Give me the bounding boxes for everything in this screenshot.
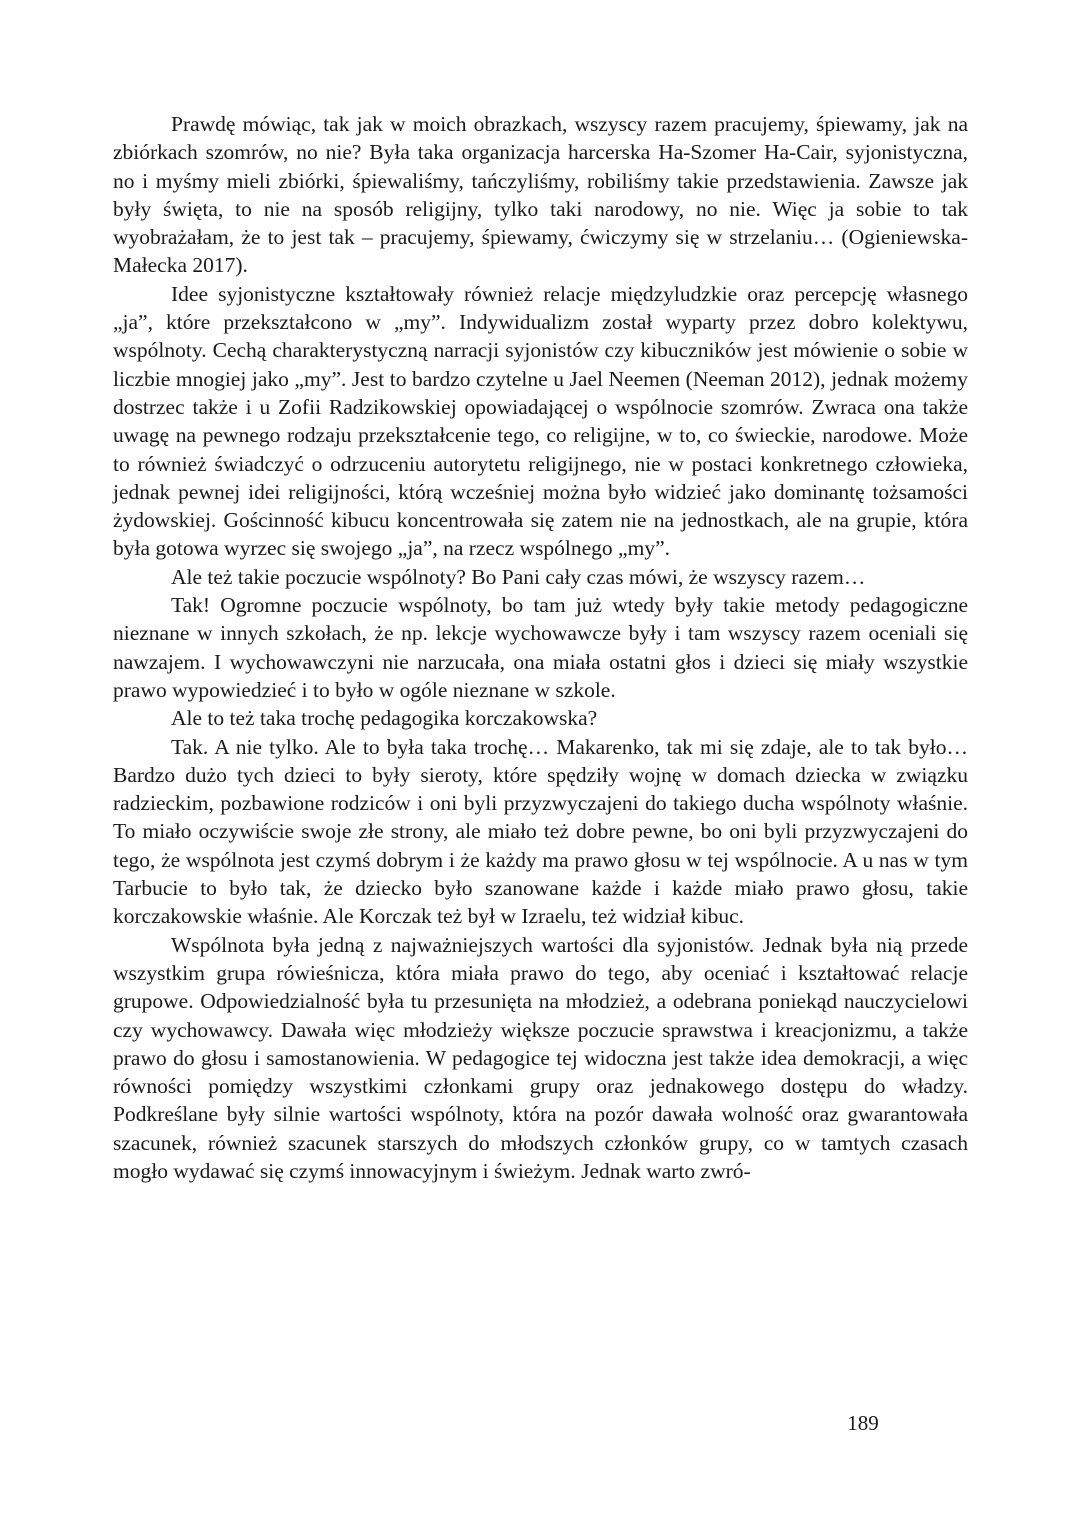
paragraph-interview-question-1: Ale też takie poczucie wspólnoty? Bo Pani cały czas mówi, że wszyscy razem… — [171, 564, 866, 589]
page-body — [113, 110, 968, 1185]
paragraph-interview-answer-1: Tak! Ogromne poczucie wspólnoty, bo tam już wtedy były takie metody pedagogiczne nieznane w innych szkołach, że np. lekcje wychowawcze były i tam wszyscy razem oceniali się nawzajem. I wychowawczyni nie narzucała, ona miała ostatni głos i dzieci się miały wszystkie prawo wypowiedzieć i to było w ogóle nieznane w szkole. — [113, 593, 968, 702]
paragraph-community-analysis: Wspólnota była jedną z najważniejszych wartości dla syjonistów. Jednak była nią przede wszystkim grupa rówieśnicza, która miała prawo do tego, aby oceniać i kształtować relacje grupowe. Odpowiedzialność była tu przesunięta na młodzież, a odebrana poniekąd nauczycielowi czy wychowawcy. Dawała więc młodzieży większe poczucie sprawstwa i kreacjonizmu, a także prawo do głosu i samostanowienia. W pedagogice tej widoczna jest także idea demokracji, a więc równości pomiędzy wszystkimi członkami grupy oraz jednakowego dostępu do władzy. Podkreślane były silnie wartości wspólnoty, która na pozór dawała wolność oraz gwarantowała szacunek, również szacunek starszych do młodszych członków grupy, co w tamtych czasach mogło wydawać się czymś innowacyjnym i świeżym. Jednak warto zwró- — [113, 932, 968, 1183]
paragraph-zionist-ideas: Idee syjonistyczne kształtowały również relacje międzyludzkie oraz percepcję własnego „ja”, które przekształcono w „my”. Indywidualizm został wyparty przez dobro kolektywu, wspólnoty. Cechą charakterystyczną narracji syjonistów czy kibuczników jest mówienie o sobie w liczbie mnogiej jako „my”. Jest to bardzo czytelne u Jael Neemen (Neeman 2012), jednak możemy dostrzec także i u Zofii Radzikowskiej opowiadającej o wspólnocie szomrów. Zwraca ona także uwagę na pewnego rodzaju przekształcenie tego, co religijne, w to, co świeckie, narodowe. Może to również świadczyć o odrzuceniu autorytetu religijnego, nie w postaci konkretnego człowieka, jednak pewnej idei religijności, którą wcześniej można było widzieć jako dominantę tożsamości żydowskiej. Gościnność kibucu koncentrowała się zatem nie na jednostkach, ale na grupie, która była gotowa wyrzec się swojego „ja”, na rzecz wspólnego „my”. — [113, 281, 968, 561]
paragraph-interview-answer-2: Tak. A nie tylko. Ale to była taka trochę… Makarenko, tak mi się zdaje, ale to tak było… Bardzo dużo tych dzieci to były sieroty, które spędziły wojnę w domach dziecka w związku radzieckim, pozbawione rodziców i oni byli przyzwyczajeni do takiego ducha wspólnoty właśnie. To miało oczywiście swoje złe strony, ale miało też dobre pewne, bo oni byli przyzwyczajeni do tego, że wspólnota jest czymś dobrym i że każdy ma prawo głosu w tej wspólnocie. A u nas w tym Tarbucie to było tak, że dziecko było szanowane każde i każde miało prawo głosu, takie korczakowskie właśnie. Ale Korczak też był w Izraelu, też widział kibuc. — [113, 734, 968, 929]
page-number: 189 — [847, 1411, 879, 1435]
paragraph-interview-quote-1: Prawdę mówiąc, tak jak w moich obrazkach, wszyscy razem pracujemy, śpiewamy, jak na zbiórkach szomrów, no nie? Była taka organizacja harcerska Ha-Szomer Ha-Cair, syjonistyczna, no i myśmy mieli zbiórki, śpiewaliśmy, tańczyliśmy, robiliśmy takie przedstawienia. Zawsze jak były święta, to nie na sposób religijny, tylko taki narodowy, no nie. Więc ja sobie to tak wyobrażałam, że to jest tak – pracujemy, śpiewamy, ćwiczymy się w strzelaniu… (Ogieniewska-Małecka 2017). — [113, 112, 968, 278]
paragraph-interview-question-2: Ale to też taka trochę pedagogika korczakowska? — [171, 706, 598, 731]
